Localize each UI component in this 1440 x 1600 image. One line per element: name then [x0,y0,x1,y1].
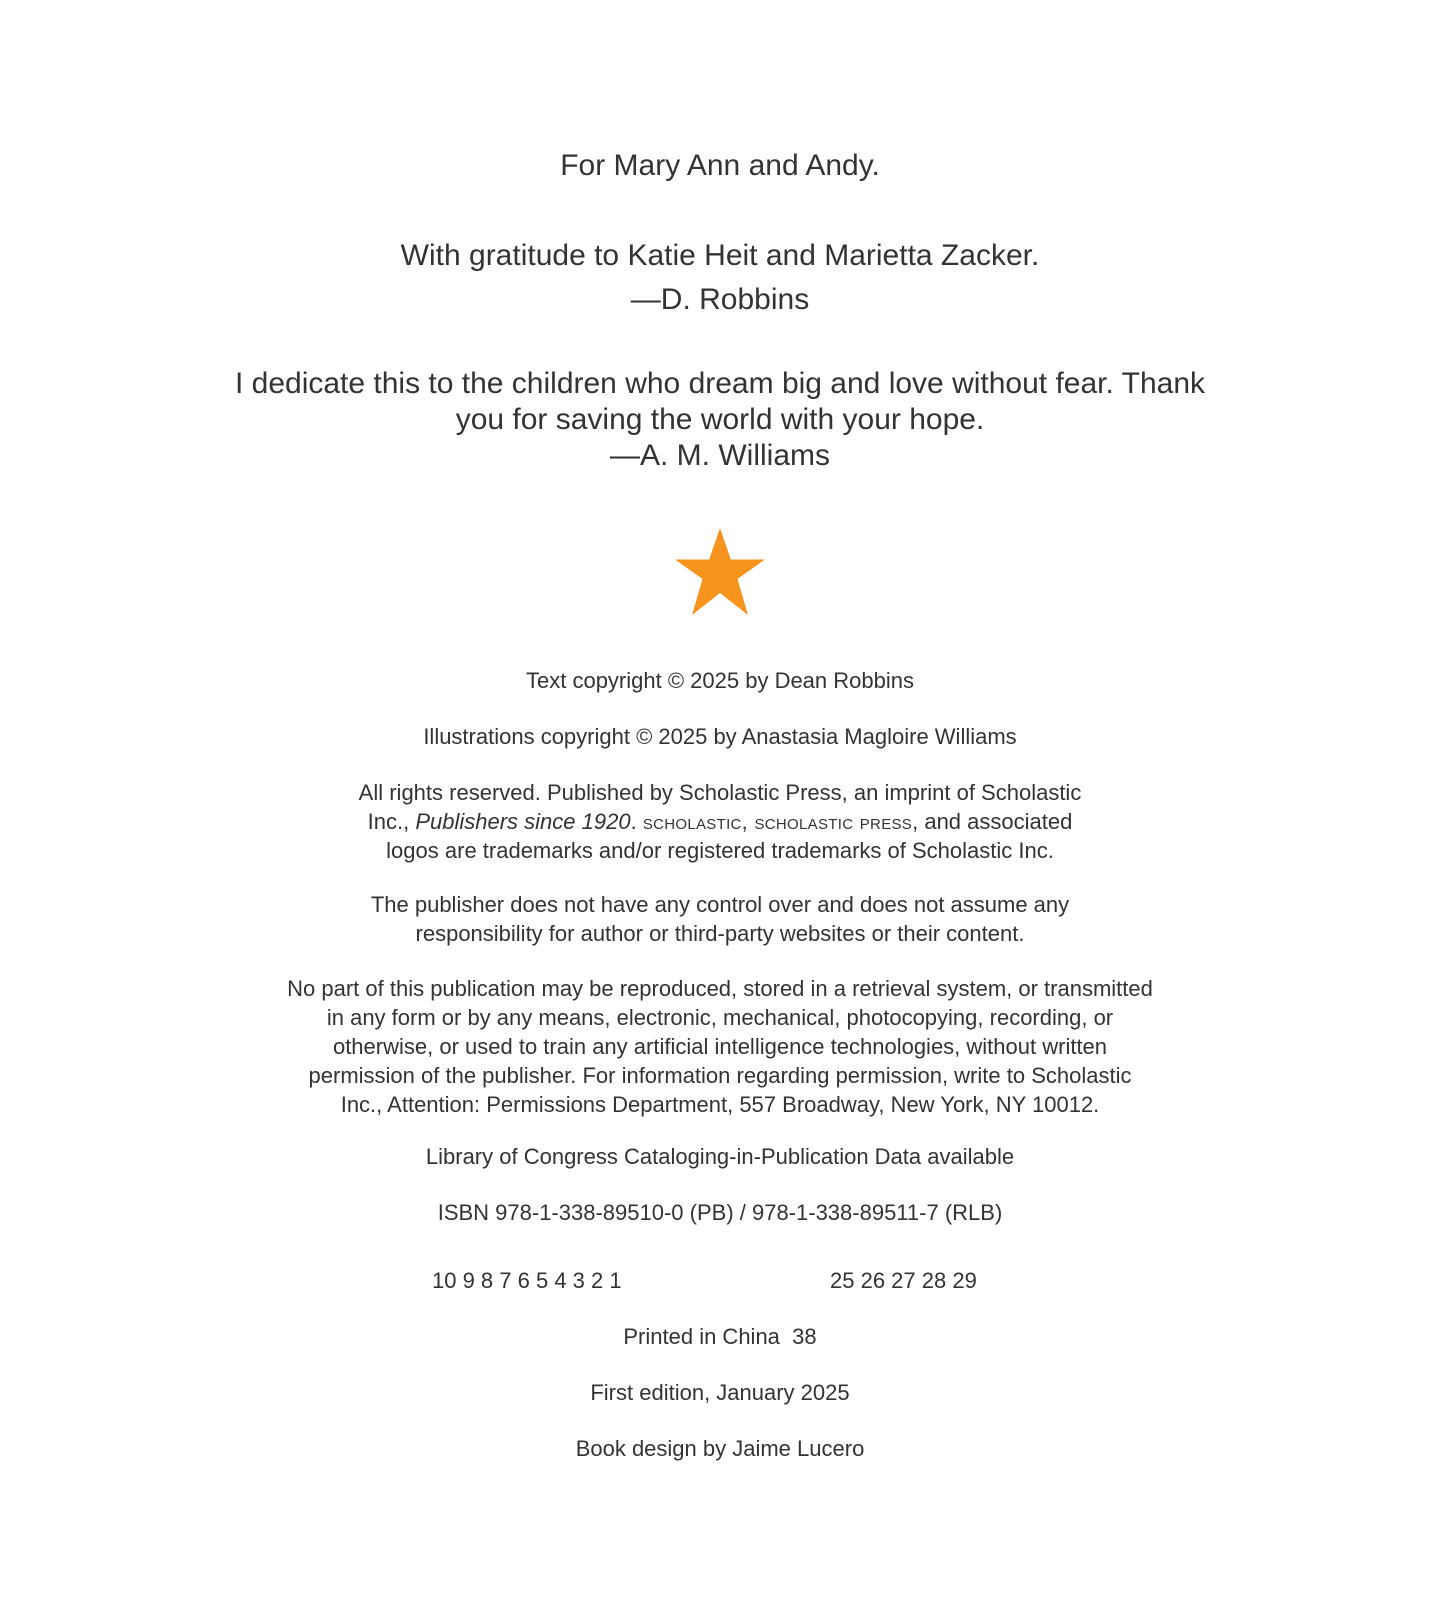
notice-line: permission of the publisher. For information regarding permission, write to Scholastic [308,1063,1132,1088]
rights-text: . [630,809,643,834]
isbn-line: ISBN 978-1-338-89510-0 (PB) / 978-1-338-89511-7 (RLB) [437,1200,1003,1225]
star-icon-svg [674,528,766,618]
year-line: 25 26 27 28 29 [830,1268,977,1293]
rights-line-3: logos are trademarks and/or registered trademarks of Scholastic Inc. [386,838,1054,863]
rights-statement [120,778,1320,865]
dedication-author-block-1 [120,238,1320,318]
dedication-text: you for saving the world with your hope. [455,403,985,436]
text-copyright [120,666,1320,695]
printed-in [120,1322,1320,1351]
edition [120,1378,1320,1407]
dedication-text: With gratitude to Katie Heit and Marietta Zacker. [400,239,1040,272]
loc-line: Library of Congress Cataloging-in-Publication Data available [425,1144,1015,1169]
dedication-text: I dedicate this to the children who dream big and love without fear. Thank [234,367,1206,400]
notice-line: responsibility for author or third-party websites or their content. [415,921,1025,946]
dedication-signature: —D. Robbins [630,283,810,316]
notice-line: otherwise, or used to train any artificial intelligence technologies, without written [332,1034,1108,1059]
no-part-notice [120,974,1320,1119]
dedication-text: For Mary Ann and Andy. [560,149,880,182]
rights-trademarks: scholastic, scholastic press [642,809,913,834]
illustrations-copyright-line: Illustrations copyright © 2025 by Anastasia Magloire Williams [423,724,1017,749]
dedication-signature: —A. M. Williams [610,439,830,472]
text-copyright-line: Text copyright © 2025 by Dean Robbins [526,668,914,693]
notice-line: No part of this publication may be reproduced, stored in a retrieval system, or transmitted [287,976,1153,1001]
loc-data [120,1142,1320,1171]
notice-line: The publisher does not have any control over and does not assume any [370,892,1070,917]
notice-line: Inc., Attention: Permissions Department, 557 Broadway, New York, NY 10012. [340,1092,1100,1117]
notice-line: in any form or by any means, electronic, mechanical, photocopying, recording, or [326,1005,1114,1030]
rights-text: , and associated [912,809,1073,834]
illustrations-copyright [120,722,1320,751]
print-number-line: 10 9 8 7 6 5 4 3 2 1 [432,1268,622,1293]
design-line: Book design by Jaime Lucero [575,1436,865,1461]
star-icon [674,528,766,618]
printed-line: Printed in China 38 [623,1324,817,1349]
rights-text: Inc., [367,809,416,834]
dedication-line-1 [120,148,1320,184]
publisher-control-notice [120,890,1320,948]
isbn [120,1198,1320,1227]
book-design-credit [120,1434,1320,1463]
edition-line: First edition, January 2025 [590,1380,850,1405]
rights-line-1: All rights reserved. Published by Scholastic Press, an imprint of Scholastic [358,780,1082,805]
dedication-author-block-2 [120,366,1320,474]
rights-italic: Publishers since 1920 [415,809,631,834]
rights-line-2 [120,807,1320,836]
